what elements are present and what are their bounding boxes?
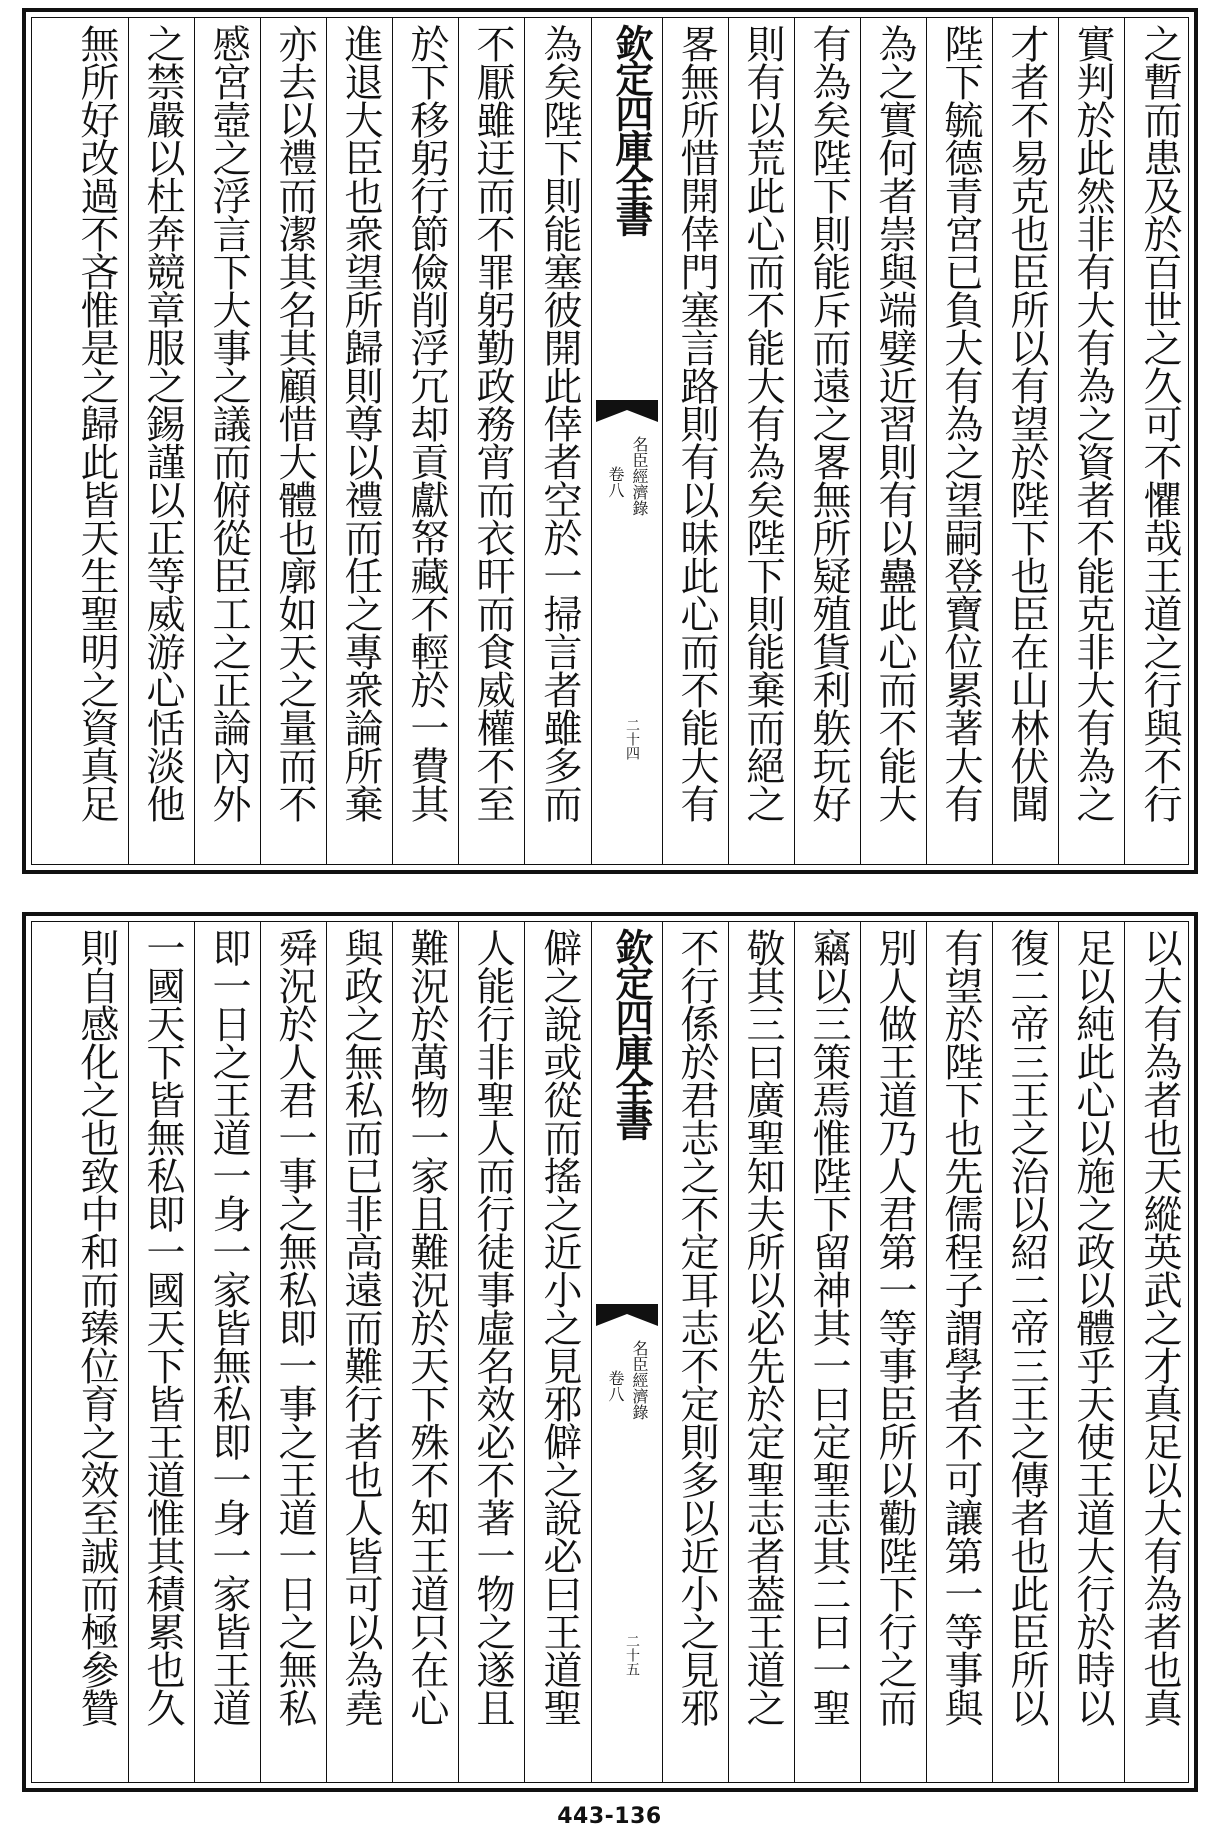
- text-column: 於下移躬行節儉削浮冗却貢獻帑藏不輕於一費其: [404, 24, 449, 822]
- text-column: 之禁嚴以杜奔競章服之錫謹以正等威游心恬淡他: [140, 24, 185, 822]
- text-column: 敬其三曰廣聖知夫所以必先於定聖志者葢王道之: [740, 928, 785, 1726]
- text-column: 畧無所惜開倖門塞言路則有以昧此心而不能大有: [674, 24, 719, 822]
- page-title: 欽定四庫全書: [609, 24, 654, 234]
- top-page-panel: [22, 8, 1198, 874]
- text-column: 與政之無私而已非高遠而難行者也人皆可以為堯: [338, 928, 383, 1726]
- text-column: 有望於陛下也先儒程子謂學者不可讓第一等事與: [938, 928, 983, 1726]
- text-column: 即一日之王道一身一家皆無私即一身一家皆王道: [206, 928, 251, 1726]
- text-column: 則有以荒此心而不能大有為矣陛下則能棄而絕之: [740, 24, 785, 822]
- bottom-page-panel: [22, 912, 1198, 1792]
- juan-number: 卷八: [606, 1370, 625, 1402]
- text-column: 不厭雖迂而不罪躬勤政務宵而衣旰而食威權不至: [470, 24, 515, 822]
- bottom-page-inner-frame: [31, 921, 1189, 1783]
- text-column: 足以純此心以施之政以體乎天使王道大行於時以: [1070, 928, 1115, 1726]
- text-column: 進退大臣也衆望所歸則尊以禮而任之專衆論所棄: [338, 24, 383, 822]
- text-column: 無所好改過不吝惟是之歸此皆天生聖明之資真足: [74, 24, 119, 822]
- text-column: 舜況於人君一事之無私即一事之王道一日之無私: [272, 928, 317, 1726]
- text-column: 有為矣陛下則能斥而遠之畧無所疑殖貨利䠶玩好: [806, 24, 851, 822]
- book-name: 名臣經濟錄: [630, 436, 649, 516]
- leaf-number: 二十五: [624, 1634, 640, 1676]
- text-column: 慼宮壼之浮言下大事之議而俯從臣工之正論內外: [206, 24, 251, 822]
- center-column: [592, 18, 662, 864]
- text-column: 以大有為者也天縱英武之才真足以大有為者也真: [1137, 928, 1182, 1726]
- text-column: 復二帝三王之治以紹二帝三王之傳者也此臣所以: [1004, 928, 1049, 1726]
- juan-number: 卷八: [606, 466, 625, 498]
- text-column: 別人做王道乃人君第一等事臣所以勸陛下行之而: [872, 928, 917, 1726]
- footer-page-number: 443-136: [557, 1804, 662, 1829]
- text-column: 才者不易克也臣所以有望於陛下也臣在山林伏聞: [1004, 24, 1049, 822]
- text-column: 為矣陛下則能塞彼開此倖者空於一掃言者雖多而: [537, 24, 582, 822]
- text-column: 則自感化之也致中和而臻位育之效至誠而極參贊: [74, 928, 119, 1726]
- text-column: 人能行非聖人而行徒事虛名效必不著一物之遂且: [470, 928, 515, 1726]
- text-column: 陛下毓德青宮已負大有為之望嗣登寶位累著大有: [938, 24, 983, 822]
- text-column: 僻之說或從而搖之近小之見邪僻之說必曰王道聖: [537, 928, 582, 1726]
- fish-tail-mark: [596, 400, 658, 422]
- top-page-inner-frame: [31, 17, 1189, 865]
- text-column: 一國天下皆無私即一國天下皆王道惟其積累也久: [140, 928, 185, 1726]
- text-column: 不行係於君志之不定耳志不定則多以近小之見邪: [674, 928, 719, 1726]
- text-column: 之暫而患及於百世之久可不懼哉王道之行與不行: [1137, 24, 1182, 822]
- text-column: 實判於此然非有大有為之資者不能克非大有為之: [1070, 24, 1115, 822]
- text-column: 難況於萬物一家且難況於天下殊不知王道只在心: [404, 928, 449, 1726]
- leaf-number: 二十四: [624, 718, 640, 760]
- text-column: 亦去以禮而潔其名其顧惜大體也廓如天之量而不: [272, 24, 317, 822]
- text-column: 為之實何者崇與端嬖近習則有以蠱此心而不能大: [872, 24, 917, 822]
- center-column: [592, 922, 662, 1782]
- text-column: 竊以三策焉惟陛下留神其一曰定聖志其二曰一聖: [806, 928, 851, 1726]
- book-name: 名臣經濟錄: [630, 1340, 649, 1420]
- fish-tail-mark: [596, 1304, 658, 1326]
- page-title: 欽定四庫全書: [609, 928, 654, 1138]
